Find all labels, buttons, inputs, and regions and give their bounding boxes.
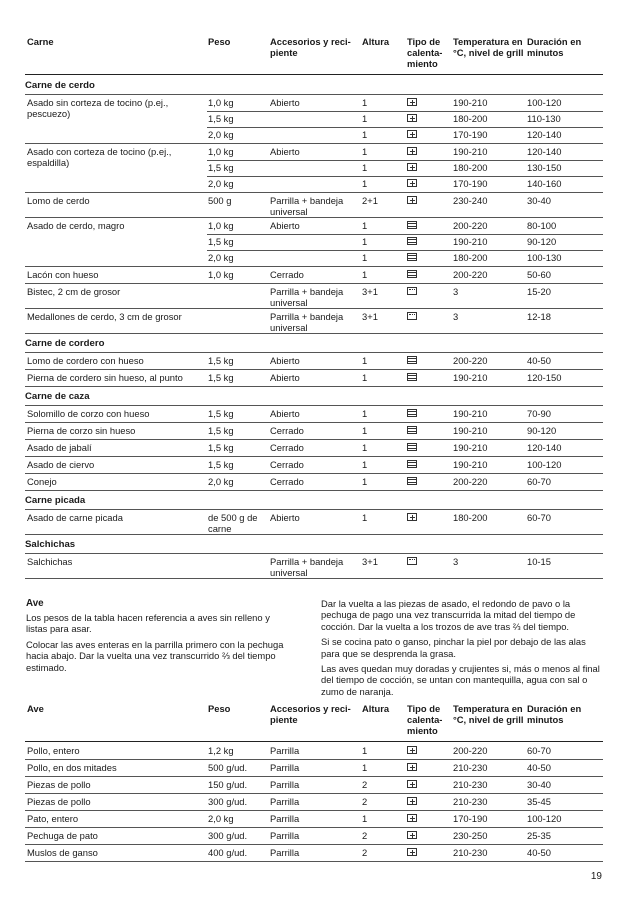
table-rule <box>25 827 603 828</box>
weight-cell: 1,2 kg <box>208 745 234 756</box>
duration-cell: 100-120 <box>527 813 562 824</box>
dish-name: Asado de cerdo, magro <box>27 220 125 231</box>
weight-cell: 2,0 kg <box>208 129 234 140</box>
table-rule <box>25 861 603 862</box>
duration-cell: 40-50 <box>527 847 551 858</box>
temperature-cell: 180-200 <box>453 162 488 173</box>
weight-cell: 2,0 kg <box>208 178 234 189</box>
accessory-cell: Abierto <box>270 408 300 419</box>
accessory-cell: Parrilla + bandeja universal <box>270 311 344 334</box>
table-rule <box>25 422 603 423</box>
hot-air-3d-icon <box>407 163 417 171</box>
dish-name: Pierna de corzo sin hueso <box>27 425 136 436</box>
temperature-cell: 190-210 <box>453 97 488 108</box>
duration-cell: 80-100 <box>527 220 557 231</box>
dish-name: Piezas de pollo <box>27 779 91 790</box>
top-bottom-heat-icon <box>407 409 417 417</box>
shelf-level-cell: 3+1 <box>362 311 378 322</box>
shelf-level-cell: 1 <box>362 425 368 436</box>
section-title: Carne de cordero <box>25 338 105 349</box>
duration-cell: 40-50 <box>527 762 551 773</box>
hot-air-3d-icon <box>407 780 417 788</box>
weight-cell: 1,5 kg <box>208 425 234 436</box>
column-header: Accesorios y reci-piente <box>270 36 351 58</box>
hot-air-3d-icon <box>407 848 417 856</box>
table-rule <box>25 94 603 95</box>
hot-air-3d-icon <box>407 179 417 187</box>
duration-cell: 100-130 <box>527 252 562 263</box>
table-rule <box>25 74 603 75</box>
weight-cell: 1,5 kg <box>208 236 234 247</box>
duration-cell: 30-40 <box>527 779 551 790</box>
accessory-cell: Parrilla + bandeja universal <box>270 195 344 218</box>
grill-icon <box>407 287 417 295</box>
top-bottom-heat-icon <box>407 443 417 451</box>
weight-cell: 150 g/ud. <box>208 779 248 790</box>
weight-cell: 1,0 kg <box>208 146 234 157</box>
accessory-cell: Abierto <box>270 220 300 231</box>
shelf-level-cell: 1 <box>362 97 368 108</box>
dish-name: Conejo <box>27 476 57 487</box>
duration-cell: 60-70 <box>527 512 551 523</box>
shelf-level-cell: 1 <box>362 146 368 157</box>
grill-icon <box>407 312 417 320</box>
hot-air-3d-icon <box>407 746 417 754</box>
duration-cell: 130-150 <box>527 162 562 173</box>
weight-cell: 1,5 kg <box>208 459 234 470</box>
temperature-cell: 230-240 <box>453 195 488 206</box>
top-bottom-heat-icon <box>407 426 417 434</box>
dish-name: Bistec, 2 cm de grosor <box>27 286 121 297</box>
accessory-cell: Parrilla <box>270 847 300 858</box>
section-title: Carne de caza <box>25 391 90 402</box>
ave-intro-left <box>26 612 288 677</box>
shelf-level-cell: 2 <box>362 830 368 841</box>
accessory-cell: Parrilla + bandeja universal <box>270 556 344 579</box>
temperature-cell: 180-200 <box>453 252 488 263</box>
accessory-cell: Cerrado <box>270 425 304 436</box>
table-rule <box>25 473 603 474</box>
hot-air-3d-icon <box>407 814 417 822</box>
shelf-level-cell: 1 <box>362 442 368 453</box>
table-rule <box>25 217 603 218</box>
dish-name: Salchichas <box>27 556 73 567</box>
weight-cell: 400 g/ud. <box>208 847 248 858</box>
column-header: Duración en minutos <box>527 36 582 58</box>
accessory-cell: Cerrado <box>270 269 304 280</box>
dish-name: Pato, entero <box>27 813 79 824</box>
table-rule <box>25 776 603 777</box>
duration-cell: 12-18 <box>527 311 551 322</box>
duration-cell: 70-90 <box>527 408 551 419</box>
shelf-level-cell: 1 <box>362 408 368 419</box>
section-title: Carne de cerdo <box>25 80 95 91</box>
ave-section-title: Ave <box>26 598 44 609</box>
table-rule <box>25 405 603 406</box>
accessory-cell: Parrilla <box>270 813 300 824</box>
duration-cell: 60-70 <box>527 476 551 487</box>
dish-name: Asado con corteza de tocino (p.ej., espaldilla) <box>27 146 172 169</box>
weight-cell: 500 g <box>208 195 232 206</box>
column-header: Ave <box>27 703 44 714</box>
duration-cell: 50-60 <box>527 269 551 280</box>
dish-name: Solomillo de corzo con hueso <box>27 408 150 419</box>
shelf-level-cell: 1 <box>362 113 368 124</box>
dish-name: Asado de carne picada <box>27 512 123 523</box>
accessory-cell: Parrilla <box>270 779 300 790</box>
top-bottom-heat-icon <box>407 356 417 364</box>
dish-name: Asado sin corteza de tocino (p.ej., pescuezo) <box>27 97 169 120</box>
table-rule <box>207 250 603 251</box>
table-rule <box>25 844 603 845</box>
top-bottom-heat-icon <box>407 460 417 468</box>
table-rule <box>207 176 603 177</box>
temperature-cell: 3 <box>453 286 459 297</box>
weight-cell: 1,5 kg <box>208 442 234 453</box>
weight-cell: 1,5 kg <box>208 162 234 173</box>
duration-cell: 35-45 <box>527 796 551 807</box>
table-rule <box>25 308 603 309</box>
duration-cell: 30-40 <box>527 195 551 206</box>
accessory-cell: Parrilla <box>270 762 300 773</box>
column-header: Peso <box>208 36 231 47</box>
ave-intro-right <box>321 598 603 701</box>
shelf-level-cell: 1 <box>362 372 368 383</box>
shelf-level-cell: 1 <box>362 459 368 470</box>
hot-air-3d-icon <box>407 831 417 839</box>
shelf-level-cell: 1 <box>362 745 368 756</box>
temperature-cell: 190-210 <box>453 408 488 419</box>
table-rule <box>25 352 603 353</box>
weight-cell: 1,5 kg <box>208 355 234 366</box>
temperature-cell: 200-220 <box>453 269 488 280</box>
shelf-level-cell: 1 <box>362 178 368 189</box>
top-bottom-heat-icon <box>407 373 417 381</box>
duration-cell: 100-120 <box>527 459 562 470</box>
shelf-level-cell: 1 <box>362 236 368 247</box>
table-rule <box>207 127 603 128</box>
table-rule <box>25 553 603 554</box>
shelf-level-cell: 1 <box>362 476 368 487</box>
accessory-cell: Abierto <box>270 97 300 108</box>
grill-icon <box>407 557 417 565</box>
accessory-cell: Abierto <box>270 146 300 157</box>
top-bottom-heat-icon <box>407 253 417 261</box>
weight-cell: 2,0 kg <box>208 476 234 487</box>
table-rule <box>25 192 603 193</box>
table-rule <box>25 810 603 811</box>
dish-name: Lacón con hueso <box>27 269 99 280</box>
table-rule <box>25 369 603 370</box>
table-rule <box>25 490 603 491</box>
weight-cell: 1,5 kg <box>208 113 234 124</box>
temperature-cell: 170-190 <box>453 813 488 824</box>
weight-cell: 2,0 kg <box>208 813 234 824</box>
top-bottom-heat-icon <box>407 270 417 278</box>
column-header: Duración en minutos <box>527 703 582 725</box>
shelf-level-cell: 2+1 <box>362 195 378 206</box>
temperature-cell: 200-220 <box>453 355 488 366</box>
duration-cell: 110-130 <box>527 113 561 124</box>
top-bottom-heat-icon <box>407 477 417 485</box>
duration-cell: 15-20 <box>527 286 551 297</box>
ave-paragraph: Los pesos de la tabla hacen referencia a aves sin relleno y listas para asar. <box>26 612 270 635</box>
top-bottom-heat-icon <box>407 237 417 245</box>
temperature-cell: 190-210 <box>453 459 488 470</box>
dish-name: Piezas de pollo <box>27 796 91 807</box>
weight-cell: 2,0 kg <box>208 252 234 263</box>
table-rule <box>207 111 603 112</box>
temperature-cell: 200-220 <box>453 745 488 756</box>
column-header: Temperatura en °C, nivel de grill <box>453 36 524 58</box>
weight-cell: 1,0 kg <box>208 220 234 231</box>
temperature-cell: 180-200 <box>453 113 488 124</box>
temperature-cell: 210-230 <box>453 762 488 773</box>
table-rule <box>25 143 603 144</box>
dish-name: Asado de jabalí <box>27 442 92 453</box>
accessory-cell: Cerrado <box>270 459 304 470</box>
column-header: Tipo de calenta-miento <box>407 703 443 736</box>
hot-air-3d-icon <box>407 797 417 805</box>
duration-cell: 90-120 <box>527 236 557 247</box>
hot-air-3d-icon <box>407 130 417 138</box>
dish-name: Pollo, entero <box>27 745 80 756</box>
accessory-cell: Parrilla <box>270 745 300 756</box>
column-header: Altura <box>362 703 390 714</box>
shelf-level-cell: 3+1 <box>362 556 378 567</box>
table-rule <box>25 578 603 579</box>
shelf-level-cell: 1 <box>362 269 368 280</box>
table-rule <box>207 160 603 161</box>
table-rule <box>25 333 603 334</box>
shelf-level-cell: 2 <box>362 847 368 858</box>
shelf-level-cell: 1 <box>362 220 368 231</box>
accessory-cell: Parrilla + bandeja universal <box>270 286 344 309</box>
temperature-cell: 200-220 <box>453 220 488 231</box>
column-header: Tipo de calenta-miento <box>407 36 443 69</box>
hot-air-3d-icon <box>407 98 417 106</box>
weight-cell: 1,5 kg <box>208 408 234 419</box>
temperature-cell: 190-210 <box>453 442 488 453</box>
shelf-level-cell: 1 <box>362 355 368 366</box>
weight-cell: 500 g/ud. <box>208 762 248 773</box>
shelf-level-cell: 1 <box>362 762 368 773</box>
shelf-level-cell: 3+1 <box>362 286 378 297</box>
duration-cell: 100-120 <box>527 97 562 108</box>
duration-cell: 10-15 <box>527 556 551 567</box>
temperature-cell: 190-210 <box>453 146 488 157</box>
temperature-cell: 190-210 <box>453 425 488 436</box>
dish-name: Pollo, en dos mitades <box>27 762 117 773</box>
hot-air-3d-icon <box>407 114 417 122</box>
ave-paragraph: Dar la vuelta a las piezas de asado, el redondo de pavo o la pechuga de pago una vez transcurrida la mitad del tiempo de cocción. Dar la vuelta a los trozos de ave tras ⅔ del tiempo. <box>321 598 576 632</box>
temperature-cell: 190-210 <box>453 236 488 247</box>
weight-cell: 1,5 kg <box>208 372 234 383</box>
dish-name: Asado de ciervo <box>27 459 95 470</box>
weight-cell: de 500 g de carne <box>208 512 258 535</box>
temperature-cell: 180-200 <box>453 512 488 523</box>
shelf-level-cell: 1 <box>362 512 368 523</box>
table-rule <box>25 439 603 440</box>
hot-air-3d-icon <box>407 147 417 155</box>
dish-name: Muslos de ganso <box>27 847 98 858</box>
temperature-cell: 230-250 <box>453 830 488 841</box>
duration-cell: 60-70 <box>527 745 551 756</box>
duration-cell: 120-150 <box>527 372 562 383</box>
ave-paragraph: Las aves quedan muy doradas y crujientes si, más o menos al final del tiempo de cocción, se untan con mantequilla, agua con sal o zumo de naranja. <box>321 663 600 697</box>
dish-name: Lomo de cordero con hueso <box>27 355 144 366</box>
table-rule <box>25 741 603 742</box>
duration-cell: 90-120 <box>527 425 557 436</box>
hot-air-3d-icon <box>407 763 417 771</box>
temperature-cell: 210-230 <box>453 779 488 790</box>
table-rule <box>25 534 603 535</box>
table-rule <box>25 509 603 510</box>
accessory-cell: Abierto <box>270 372 300 383</box>
weight-cell: 1,0 kg <box>208 97 234 108</box>
table-rule <box>25 386 603 387</box>
duration-cell: 120-140 <box>527 129 562 140</box>
section-title: Salchichas <box>25 539 76 550</box>
accessory-cell: Parrilla <box>270 796 300 807</box>
table-rule <box>25 456 603 457</box>
temperature-cell: 170-190 <box>453 129 488 140</box>
temperature-cell: 210-230 <box>453 796 488 807</box>
table-rule <box>25 793 603 794</box>
duration-cell: 25-35 <box>527 830 551 841</box>
hot-air-3d-icon <box>407 196 417 204</box>
temperature-cell: 170-190 <box>453 178 488 189</box>
ave-paragraph: Colocar las aves enteras en la parrilla primero con la pechuga hacia abajo. Dar la vuelta una vez transcurrido ⅔ del tiempo estimado. <box>26 638 284 673</box>
accessory-cell: Parrilla <box>270 830 300 841</box>
duration-cell: 120-140 <box>527 146 562 157</box>
column-header: Peso <box>208 703 231 714</box>
weight-cell: 1,0 kg <box>208 269 234 280</box>
temperature-cell: 210-230 <box>453 847 488 858</box>
shelf-level-cell: 1 <box>362 813 368 824</box>
section-title: Carne picada <box>25 495 86 506</box>
duration-cell: 140-160 <box>527 178 562 189</box>
temperature-cell: 3 <box>453 311 459 322</box>
table-rule <box>25 266 603 267</box>
weight-cell: 300 g/ud. <box>208 830 248 841</box>
dish-name: Medallones de cerdo, 3 cm de grosor <box>27 311 182 322</box>
shelf-level-cell: 1 <box>362 162 368 173</box>
temperature-cell: 3 <box>453 556 459 567</box>
shelf-level-cell: 2 <box>362 779 368 790</box>
column-header: Temperatura en °C, nivel de grill <box>453 703 524 725</box>
shelf-level-cell: 2 <box>362 796 368 807</box>
dish-name: Pechuga de pato <box>27 830 98 841</box>
table-rule <box>207 234 603 235</box>
duration-cell: 40-50 <box>527 355 551 366</box>
top-bottom-heat-icon <box>407 221 417 229</box>
accessory-cell: Cerrado <box>270 476 304 487</box>
page-number: 19 <box>590 871 602 882</box>
table-rule <box>25 759 603 760</box>
accessory-cell: Abierto <box>270 355 300 366</box>
temperature-cell: 190-210 <box>453 372 488 383</box>
temperature-cell: 200-220 <box>453 476 488 487</box>
dish-name: Pierna de cordero sin hueso, al punto <box>27 372 183 383</box>
accessory-cell: Abierto <box>270 512 300 523</box>
weight-cell: 300 g/ud. <box>208 796 248 807</box>
ave-paragraph: Si se cocina pato o ganso, pinchar la piel por debajo de las alas para que se desprenda la grasa. <box>321 636 586 659</box>
shelf-level-cell: 1 <box>362 129 368 140</box>
column-header: Carne <box>27 36 54 47</box>
accessory-cell: Cerrado <box>270 442 304 453</box>
dish-name: Lomo de cerdo <box>27 195 90 206</box>
column-header: Altura <box>362 36 390 47</box>
column-header: Accesorios y reci-piente <box>270 703 351 725</box>
shelf-level-cell: 1 <box>362 252 368 263</box>
duration-cell: 120-140 <box>527 442 562 453</box>
table-rule <box>25 283 603 284</box>
hot-air-3d-icon <box>407 513 417 521</box>
